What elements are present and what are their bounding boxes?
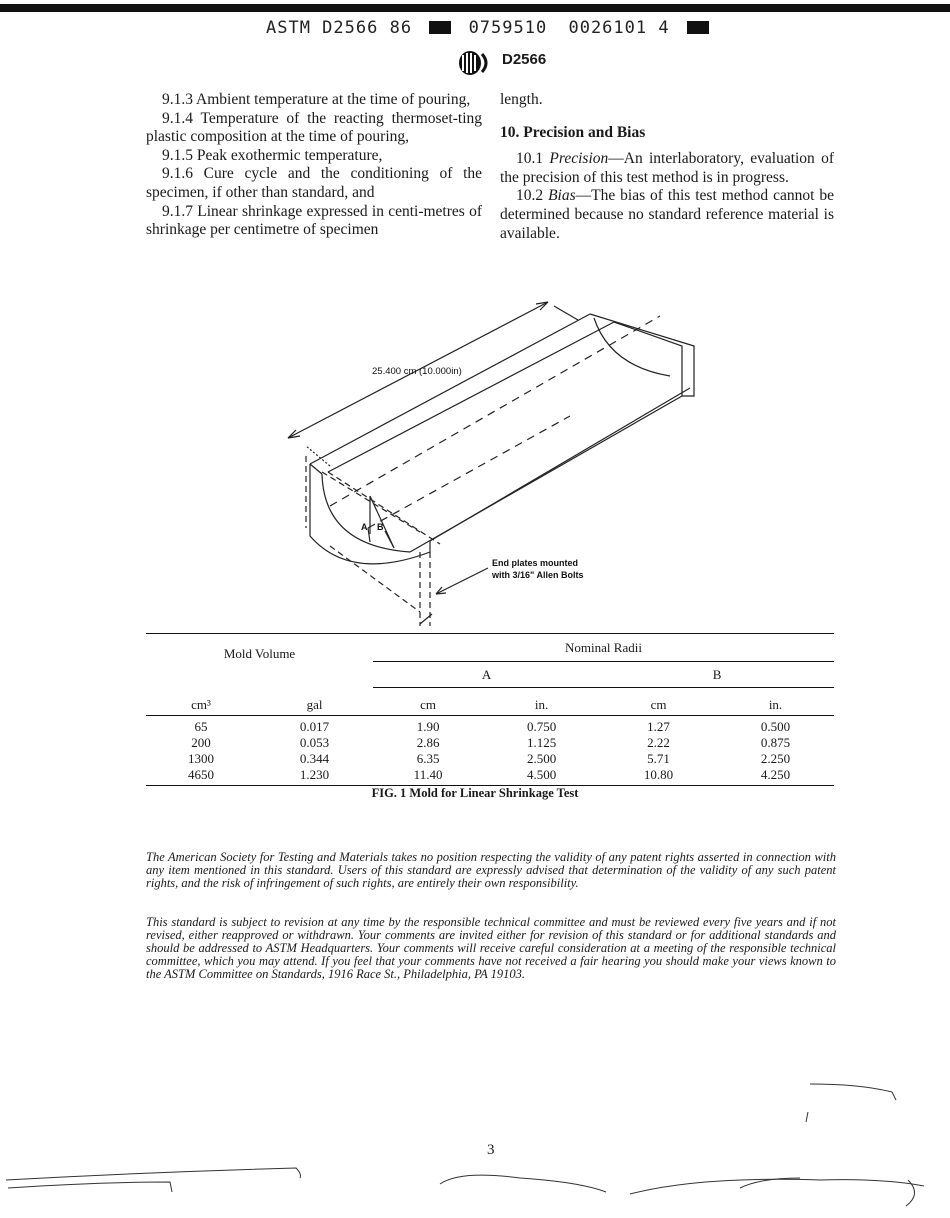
cell-b-cm: 1.27 <box>647 719 670 734</box>
header-radius-b: B <box>600 662 834 688</box>
unit-in-a: in. <box>534 697 549 712</box>
header-radius-a: A <box>373 662 600 688</box>
unit-cm-b: cm <box>650 697 667 712</box>
paragraph-10-1-title: Precision <box>549 150 609 168</box>
cell-a-in: 4.500 <box>526 767 557 782</box>
trough-edge-top-near <box>328 322 614 472</box>
paragraph-10-1-text: —An interlaboratory, evaluation of the precision of this test method is in progress. <box>500 150 835 186</box>
figure-caption: FIG. 1 Mold for Linear Shrinkage Test <box>371 786 579 800</box>
section-heading: 10. Precision and Bias <box>500 123 646 141</box>
table-row <box>146 767 834 786</box>
top-rule <box>0 4 950 12</box>
document-code-1: 0759510 <box>468 18 548 38</box>
cell-volume-cm3: 1300 <box>188 751 215 766</box>
black-block-1 <box>429 21 451 34</box>
cell-a-cm: 11.40 <box>413 767 443 782</box>
cell-a-in: 1.125 <box>526 735 557 750</box>
radius-b-label: B <box>377 522 384 532</box>
cell-b-cm: 5.71 <box>647 751 670 766</box>
header-mold-volume: Mold Volume <box>223 646 296 661</box>
paragraph-10-2 <box>500 187 834 243</box>
cell-a-cm: 1.90 <box>416 719 440 734</box>
cell-b-in: 0.500 <box>760 719 791 734</box>
cell-b-cm: 10.80 <box>643 767 674 782</box>
unit-cm-a: cm <box>420 697 437 712</box>
cell-volume-gal: 1.230 <box>299 767 330 782</box>
table-row <box>146 716 834 736</box>
paragraph-9-1-4: 9.1.4 Temperature of the reacting thermoset-ting plastic composition at the time of pouring, <box>146 109 482 146</box>
end-plate-note-line1: End plates mounted <box>492 558 579 568</box>
paragraph-9-1-5: 9.1.5 Peak exothermic temperature, <box>162 146 383 164</box>
document-id-line <box>266 18 715 38</box>
paragraph-10-2-text: —The bias of this test method cannot be determined because no standard reference material is available. <box>500 187 834 242</box>
left-column <box>146 91 482 240</box>
cell-volume-gal: 0.017 <box>299 719 330 734</box>
end-plate-note-line2: with 3/16" Allen Bolts <box>492 570 584 580</box>
revision-notice: This standard is subject to revision at any time by the responsible technical committee and must be reviewed every five years and if not revised, either reapproved or withdrawn. Your comments are invited either for revision of this standard or for additional standards and should be addressed to ASTM Headquarters. Your comments will receive careful consideration at a meeting of the responsible technical committee, which you may attend. If you feel that your comments have not received a fair hearing you should make your views known to the ASTM Committee on Standards, 1916 Race St., Philadelphia, PA 19103. <box>146 914 836 981</box>
continuation-text: length. <box>500 91 543 108</box>
paragraph-10-1 <box>500 150 834 187</box>
document-code-2: 0026101 4 <box>568 18 670 38</box>
cell-volume-gal: 0.053 <box>299 735 330 750</box>
paragraph-9-1-3: 9.1.3 Ambient temperature at the time of pouring, <box>162 91 471 108</box>
paragraph-9-1-6: 9.1.6 Cure cycle and the conditioning of the specimen, if other than standard, and <box>146 165 482 201</box>
document-id: ASTM D2566 86 <box>266 18 413 38</box>
mold-figure <box>270 296 700 637</box>
cell-a-cm: 6.35 <box>416 751 440 766</box>
designation: D2566 <box>502 51 547 68</box>
dimension-arrow-left <box>288 430 300 438</box>
header-nominal-radii: Nominal Radii <box>373 634 834 662</box>
cell-b-in: 4.250 <box>760 767 791 782</box>
patent-notice: The American Society for Testing and Materials takes no position respecting the validity of any patent rights asserted in connection with any item mentioned in this standard. Users of this standard are expressly advised that determination of the validity of any such patent rights, and the risk of infringement of such rights, are entirely their own responsibility. <box>146 849 836 890</box>
paragraph-9-1-7: 9.1.7 Linear shrinkage expressed in centi-metres of shrinkage per centimetre of specimen <box>146 202 482 239</box>
table-row <box>146 735 834 751</box>
end-plate-leader <box>436 568 488 594</box>
cell-volume-gal: 0.344 <box>299 751 330 766</box>
cell-a-in: 0.750 <box>526 719 557 734</box>
dimension-arrow-right <box>536 302 548 310</box>
near-end-curve <box>322 474 410 552</box>
paragraph-10-1-number: 10.1 <box>516 150 544 168</box>
cell-b-in: 2.250 <box>760 751 791 766</box>
astm-logo-icon <box>456 50 494 81</box>
unit-gal: gal <box>306 696 323 712</box>
black-block-2 <box>687 21 709 34</box>
cell-volume-cm3: 200 <box>191 735 211 750</box>
cell-b-cm: 2.22 <box>647 735 670 750</box>
trough-edge-top-far <box>310 314 590 464</box>
table-row <box>146 751 834 767</box>
cell-a-in: 2.500 <box>526 751 557 766</box>
cell-a-cm: 2.86 <box>416 735 440 750</box>
right-column <box>500 91 834 243</box>
mold-table <box>146 633 834 786</box>
unit-cm3: cm³ <box>191 696 211 712</box>
cell-volume-cm3: 4650 <box>188 767 215 782</box>
paragraph-10-2-title: Bias <box>548 187 576 205</box>
scan-artifacts <box>0 1070 950 1218</box>
cell-b-in: 0.875 <box>760 735 791 750</box>
unit-in-b: in. <box>768 697 783 712</box>
paragraph-10-2-number: 10.2 <box>516 187 544 205</box>
page-number: 3 <box>487 1142 495 1158</box>
dimension-label: 25.400 cm (10.000in) <box>372 366 462 377</box>
radius-a-label: A <box>361 522 368 532</box>
cell-volume-cm3: 65 <box>194 719 208 734</box>
